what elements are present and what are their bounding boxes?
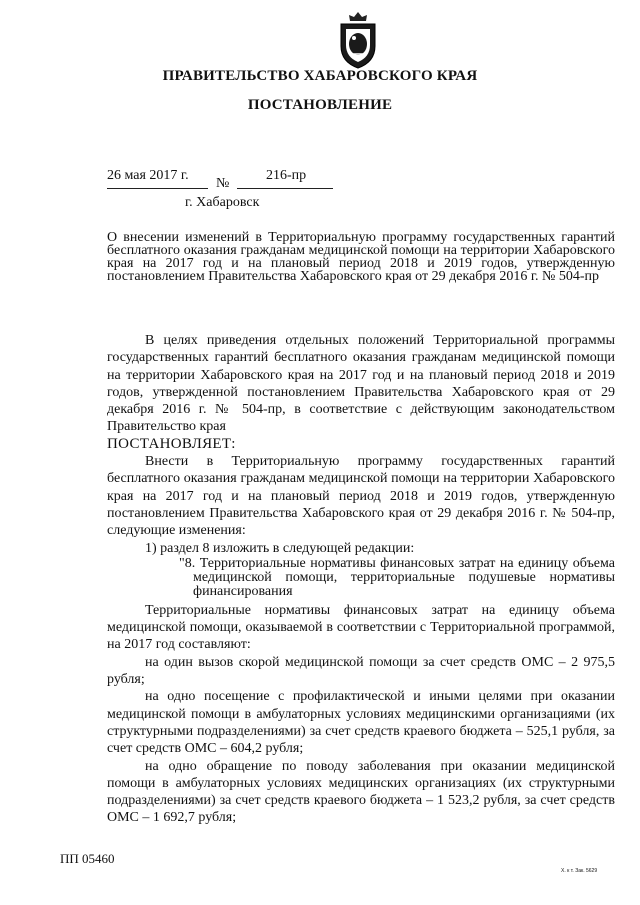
intro-paragraph: Внести в Территориальную программу государственных гарантий бесплатного оказания гражданам медицинской помощи на территории Хабаровского края на 2017 год и на плановый период 2018 и 2019 годов, утвержденную постановлением Правительства Хабаровского края от 29 декабря 2016 г. № 504-пр, следующие изменения: xyxy=(107,454,615,539)
document-code: ПП 05460 xyxy=(60,851,115,866)
number-underline xyxy=(237,188,333,189)
document-body xyxy=(107,332,615,827)
organization-title: ПРАВИТЕЛЬСТВО ХАБАРОВСКОГО КРАЯ xyxy=(162,68,478,84)
number-sign: № xyxy=(216,176,230,191)
document-date: 26 мая 2017 г. xyxy=(107,168,189,183)
document-type-title: ПОСТАНОВЛЕНИЕ xyxy=(247,97,393,113)
norms-paragraph: Территориальные нормативы финансовых затрат на единицу объема медицинской помощи, оказываемой в соответствии с Территориальной программой, на 2017 год составляют: xyxy=(107,602,615,653)
document-subject: О внесении изменений в Территориальную программу государственных гарантий бесплатного оказания гражданам медицинской помощи на территории Хабаровского края на 2017 год и на плановый период 2018 и 2019 годов, утвержденную постановлением Правительства Хабаровского края от 29 декабря 2016 г. № 504-пр xyxy=(107,230,615,284)
appeal-paragraph: на одно обращение по поводу заболевания при оказании медицинской помощи в амбулаторных условиях медицинских организациях (их структурными подразделениями) за счет средств краевого бюджета – 1 523,2 рубля, за счет средств ОМС – 1 692,7 рубля; xyxy=(107,758,615,826)
ambulance-call-paragraph: на один вызов скорой медицинской помощи за счет средств ОМС – 2 975,5 рубля; xyxy=(107,654,615,688)
document-number: 216-пр xyxy=(266,168,307,183)
preamble-paragraph: В целях приведения отдельных положений Территориальной программы государственных гарантий бесплатного оказания гражданам медицинской помощи на территории Хабаровского края на 2017 год и на плановый период 2018 и 2019 годов, утвержденной постановлением Правительства Хабаровского края от 29 декабря 2016 г. № 504-пр, в соответствие с действующим законодательством Правительство края xyxy=(107,333,615,435)
decree-word: ПОСТАНОВЛЯЕТ: xyxy=(107,435,236,452)
document-city: г. Хабаровск xyxy=(185,195,260,210)
coat-of-arms-emblem xyxy=(333,10,383,70)
item-1-paragraph: 1) раздел 8 изложить в следующей редакции: xyxy=(145,540,415,556)
section-8-title: "8. Территориальные нормативы финансовых затрат на единицу объема медицинской помощи, территориальные подушевые нормативы финансирования xyxy=(179,555,615,599)
print-mark: Х. к т. Зак. 5629 xyxy=(561,868,598,874)
date-underline xyxy=(107,188,208,189)
visit-paragraph: на одно посещение с профилактической и иными целями при оказании медицинской помощи в амбулаторных условиях медицинскими организациями (их структурными подразделениями) за счет средств краевого бюджета – 525,1 рубля, за счет средств ОМС – 604,2 рубля; xyxy=(107,689,615,757)
